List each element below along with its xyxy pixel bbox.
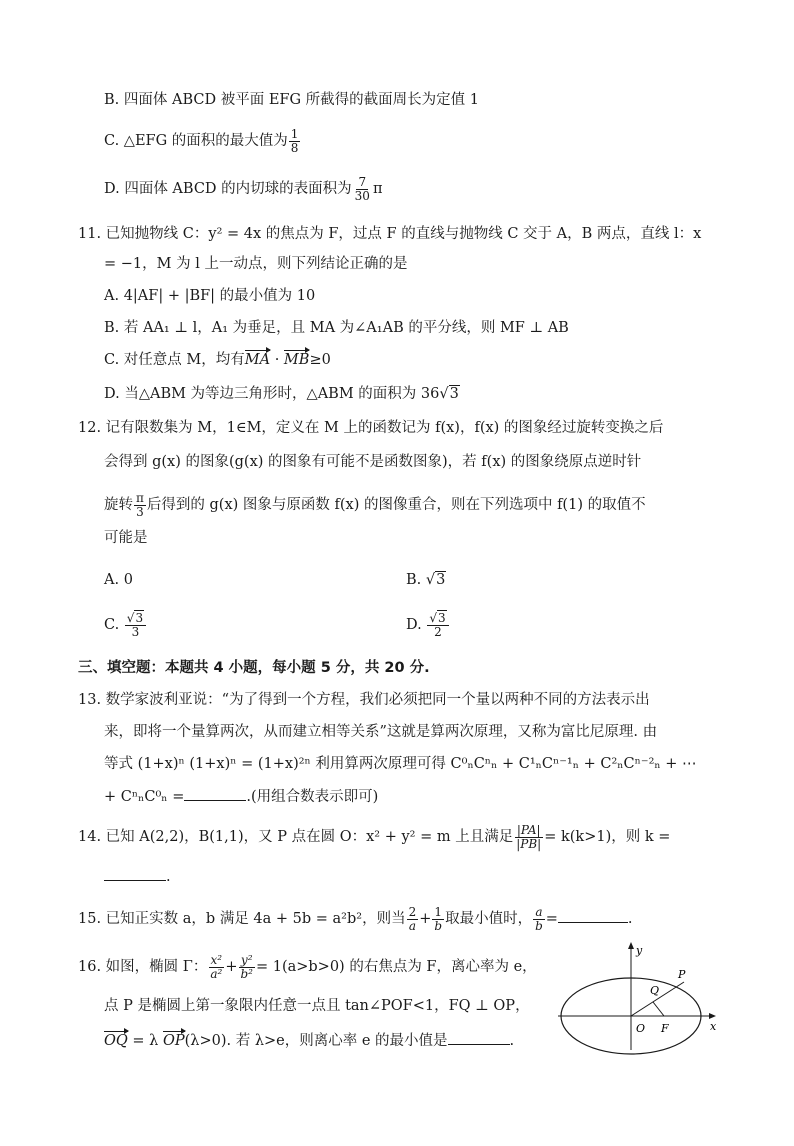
q12-option-c: C. $\frac{√3}{3}$ bbox=[104, 612, 147, 638]
label-q: Q bbox=[650, 984, 660, 997]
section-heading: 三、填空题：本题共 4 小题，每小题 5 分，共 20 分. bbox=[78, 660, 430, 676]
fraction: $\frac{\text{x²}}{\text{a²}}$ bbox=[210, 953, 223, 981]
fraction: $\frac{√3}{2}$ bbox=[427, 612, 448, 638]
q16-line2: 点 P 是椭圆上第一象限内任意一点且 tan∠POF<1，FQ ⊥ OP， bbox=[104, 998, 530, 1014]
fraction: $\frac{7}{30}$ bbox=[354, 175, 370, 203]
q16-line1: 16. 如图，椭圆 Γ： $\frac{\text{x²}}{\text{a²}}$ + $\frac{\text{y²}}{\text{b²}}$ = 1(a>b>0) 的右焦点为 F，离心率为 e， bbox=[78, 953, 537, 981]
label-y: y bbox=[636, 944, 643, 957]
label-x: x bbox=[710, 1020, 717, 1033]
fraction: $\frac{|PA|}{|PB|}$ bbox=[516, 823, 542, 851]
q13-line4: + CⁿₙC⁰ₙ = .(用组合数表示即可) bbox=[104, 789, 379, 805]
vector-op: OP bbox=[162, 1033, 185, 1049]
ellipse-figure bbox=[556, 938, 722, 1058]
fraction: $\frac{√3}{3}$ bbox=[125, 612, 146, 638]
q15-line: 15. 已知正实数 a，b 满足 4a + 5b = a²b²，则当 $\frac{2}{a}$ + $\frac{1}{b}$ 取最小值时， $\frac{a}{b}$ = . bbox=[78, 905, 633, 933]
q14-answer-line: . bbox=[104, 868, 171, 886]
q11-stem-line2: = −1，M 为 l 上一动点，则下列结论正确的是 bbox=[104, 256, 408, 272]
q12-stem-line2: 会得到 g(x) 的图象(g(x) 的图象有可能不是函数图象)，若 f(x) 的图象绕原点逆时针 bbox=[104, 454, 642, 470]
q10-option-b: B. 四面体 ABCD 被平面 EFG 所截得的截面周长为定值 1 bbox=[104, 92, 479, 108]
answer-blank bbox=[448, 1032, 510, 1045]
answer-blank bbox=[104, 868, 166, 881]
fraction: $\frac{1}{8}$ bbox=[290, 127, 299, 155]
q12-option-b: B. √3 bbox=[406, 572, 446, 588]
label-o: O bbox=[636, 1022, 646, 1035]
answer-blank bbox=[184, 788, 246, 801]
q11-option-a: A. 4|AF| + |BF| 的最小值为 10 bbox=[104, 288, 316, 304]
fraction: $\frac{2}{a}$ bbox=[408, 905, 417, 933]
x-axis-arrow bbox=[709, 1013, 716, 1019]
y-axis-arrow bbox=[628, 942, 634, 949]
q11-option-c: C. 对任意点 M，均有MA · MB≥0 bbox=[104, 352, 331, 368]
q12-stem-line3: 旋转 $\frac{\pi}{3}$ 后得到的 g(x) 图象与原函数 f(x) 的图像重合，则在下列选项中 f(1) 的取值不 bbox=[104, 491, 646, 519]
q12-option-a: A. 0 bbox=[104, 572, 133, 588]
fraction: $\frac{\pi}{3}$ bbox=[136, 491, 144, 519]
sqrt-sign: √ bbox=[439, 386, 449, 402]
q12-stem-line1: 12. 记有限数集为 M，1∈M，定义在 M 上的函数记为 f(x)，f(x) 的图象经过旋转变换之后 bbox=[78, 420, 664, 436]
fraction: $\frac{\text{y²}}{\text{b²}}$ bbox=[240, 953, 253, 981]
q10-option-c: C. △EFG 的面积的最大值为 $\frac{1}{8}$ bbox=[104, 127, 299, 155]
q16-line3: OQ = λ OP(λ>0). 若 λ>e，则离心率 e 的最小值是 . bbox=[104, 1033, 515, 1049]
q13-line2: 来，即将一个量算两次，从而建立相等关系”这就是算两次原理，又称为富比尼原理. 由 bbox=[104, 724, 658, 740]
label-f: F bbox=[661, 1022, 669, 1035]
label-p: P bbox=[678, 968, 686, 981]
q11-option-d: D. 当△ABM 为等边三角形时，△ABM 的面积为 36√3 bbox=[104, 386, 459, 402]
q11-stem-line1: 11. 已知抛物线 C：y² = 4x 的焦点为 F，过点 F 的直线与抛物线 C 交于 A，B 两点，直线 l：x bbox=[78, 226, 702, 242]
q13-line1: 13. 数学家波利亚说：“为了得到一个方程，我们必须把同一个量以两种不同的方法表示出 bbox=[78, 692, 650, 708]
answer-blank bbox=[558, 910, 628, 923]
vector-mb: MB bbox=[283, 352, 310, 368]
q11-option-b: B. 若 AA₁ ⊥ l，A₁ 为垂足，且 MA 为∠A₁AB 的平分线，则 MF ⊥ AB bbox=[104, 320, 569, 336]
fraction: $\frac{1}{b}$ bbox=[434, 905, 443, 933]
segment-fq bbox=[653, 1002, 664, 1016]
q10-option-d: D. 四面体 ABCD 的内切球的表面积为 $\frac{7}{30}$ π bbox=[104, 175, 383, 203]
vector-oq: OQ bbox=[104, 1033, 128, 1049]
q13-line3: 等式 (1+x)ⁿ (1+x)ⁿ = (1+x)²ⁿ 利用算两次原理可得 C⁰ₙCⁿₙ + C¹ₙCⁿ⁻¹ₙ + C²ₙCⁿ⁻²ₙ + ⋯ bbox=[104, 756, 697, 772]
fraction: $\frac{a}{b}$ bbox=[535, 905, 543, 933]
vector-ma: MA bbox=[244, 352, 271, 368]
q12-stem-line4: 可能是 bbox=[104, 530, 148, 546]
q14-line1: 14. 已知 A(2,2)，B(1,1)，又 P 点在圆 O：x² + y² = m 上且满足 $\frac{|PA|}{|PB|}$ = k(k>1)，则 k = bbox=[78, 823, 671, 851]
q12-option-d: D. $\frac{√3}{2}$ bbox=[406, 612, 450, 638]
